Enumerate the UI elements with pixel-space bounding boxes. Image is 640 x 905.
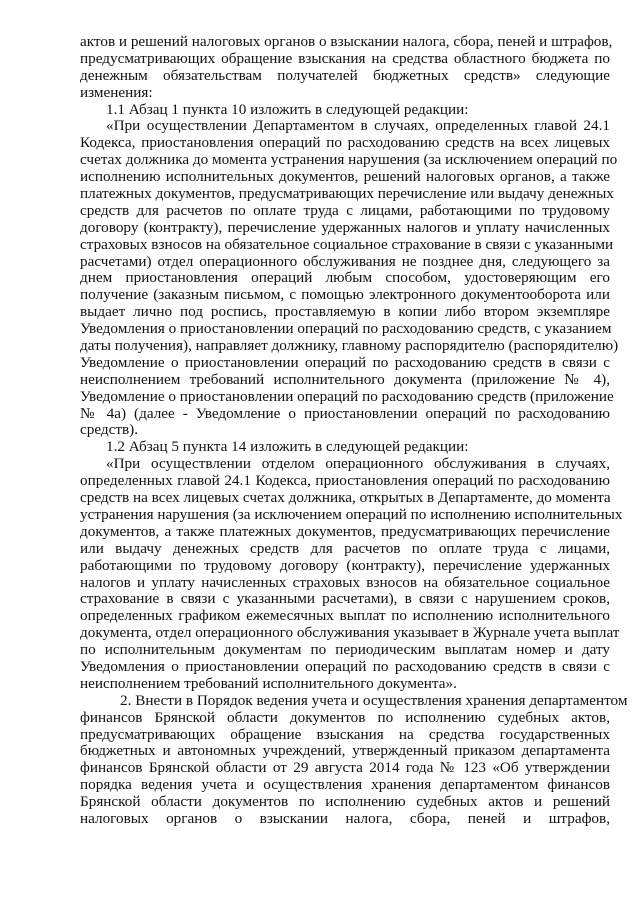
text-line: Уведомление о приостановлении операций по расходованию средств в связи с (80, 353, 610, 371)
document-page (80, 33, 628, 828)
text-line: средств для расчетов по оплате труда с лицами, работающими по трудовому (80, 201, 610, 219)
text-line: страховых взносов на обязательное социальное страхование в связи с указанными (80, 235, 614, 253)
text-line: работающими по трудовому договору (контракту), перечисление удержанных (80, 556, 610, 574)
text-line: выдает лично под роспись, проставляемую в копии либо втором экземпляре (80, 303, 610, 321)
text-line: неисполнением требований исполнительного документа (приложение № 4), (80, 370, 610, 388)
text-line: Уведомление о приостановлении операций по расходованию средств (приложение (80, 387, 614, 405)
text-line: получение (заказным письмом, с помощью электронного документооборота или (80, 286, 610, 304)
text-line: 2. Внести в Порядок ведения учета и осуществления хранения департаментом (120, 691, 628, 709)
text-line: даты получения), направляет должнику, главному распорядителю (распорядителю) (80, 337, 619, 355)
text-line: платежных документов, предусматривающих перечисление или выдачу денежных (80, 185, 614, 203)
text-line: страхование в связи с указанными расчетами), в связи с нарушением сроков, (80, 590, 610, 608)
text-line: актов и решений налоговых органов о взыскании налога, сбора, пеней и штрафов, (80, 33, 613, 50)
text-line: исполнению исполнительных документов, решений налоговых органов, а также (80, 168, 610, 186)
text-line: финансов Брянской области документов по исполнению судебных актов, (80, 708, 610, 726)
text-line: предусматривающих обращение взыскания на средства областного бюджета по (80, 49, 610, 67)
text-line: определенных графиком ежемесячных выплат по исполнению исполнительного (80, 607, 610, 625)
text-line: средств на всех лицевых счетах должника, открытых в Департаменте, до момента (80, 489, 611, 507)
text-line: определенных главой 24.1 Кодекса, приостановления операций по расходованию (80, 472, 610, 490)
text-line: 1.2 Абзац 5 пункта 14 изложить в следующей редакции: (106, 438, 469, 456)
text-line: 1.1 Абзац 1 пункта 10 изложить в следующей редакции: (106, 100, 469, 118)
text-line: финансов Брянской области от 29 августа 2014 года № 123 «Об утверждении (80, 759, 610, 777)
text-line: Кодекса, приостановления операций по расходованию средств на всех лицевых (80, 134, 610, 152)
text-line: налоговых органов о взыскании налога, сбора, пеней и штрафов, (80, 809, 610, 827)
text-line: Уведомления о приостановлении операций по расходованию средств, с указанием (80, 320, 612, 338)
text-line: изменения: (80, 83, 153, 101)
text-line: денежным обязательствам получателей бюджетных средств» следующие (80, 66, 610, 84)
text-line: документов, а также платежных документов, предусматривающих перечисление (80, 522, 610, 540)
text-line: порядка ведения учета и осуществления хранения департаментом финансов (80, 776, 610, 794)
text-line: по исполнительным документам по периодическим выплатам номер и дату (80, 641, 610, 659)
text-line: расчетами) отдел операционного обслуживания не позднее дня, следующего за (80, 252, 610, 270)
text-line: счетах должника до момента устранения нарушения (за исключением операций по (80, 151, 618, 169)
text-line: «При осуществлении отделом операционного обслуживания в случаях, (106, 455, 610, 473)
text-line: предусматривающих обращение взыскания на средства государственных (80, 725, 610, 743)
text-line: документа, отдел операционного обслуживания указывает в Журнале учета выплат (80, 624, 620, 642)
text-line: № 4а) (далее - Уведомление о приостановлении операций по расходованию (80, 404, 610, 422)
text-line: договору (контракту), перечисление удержанных налогов и уплату начисленных (80, 218, 610, 236)
text-line: днем приостановления операций любым способом, удостоверяющим его (80, 269, 610, 287)
text-line: «При осуществлении Департаментом в случаях, определенных главой 24.1 (106, 117, 610, 135)
text-line: Уведомления о приостановлении операций по расходованию средств в связи с (80, 657, 610, 675)
text-line: устранения нарушения (за исключением операций по исполнению исполнительных (80, 505, 623, 523)
text-line: налогов и уплату начисленных страховых взносов на обязательное социальное (80, 573, 610, 591)
text-line: неисполнением требований исполнительного документа». (80, 674, 457, 692)
text-line: Брянской области документов по исполнению судебных актов и решений (80, 793, 610, 811)
text-line: или выдачу денежных средств для расчетов по оплате труда с лицами, (80, 539, 610, 557)
text-line: средств). (80, 421, 139, 439)
text-line: бюджетных и автономных учреждений, утвержденный приказом департамента (80, 742, 610, 760)
